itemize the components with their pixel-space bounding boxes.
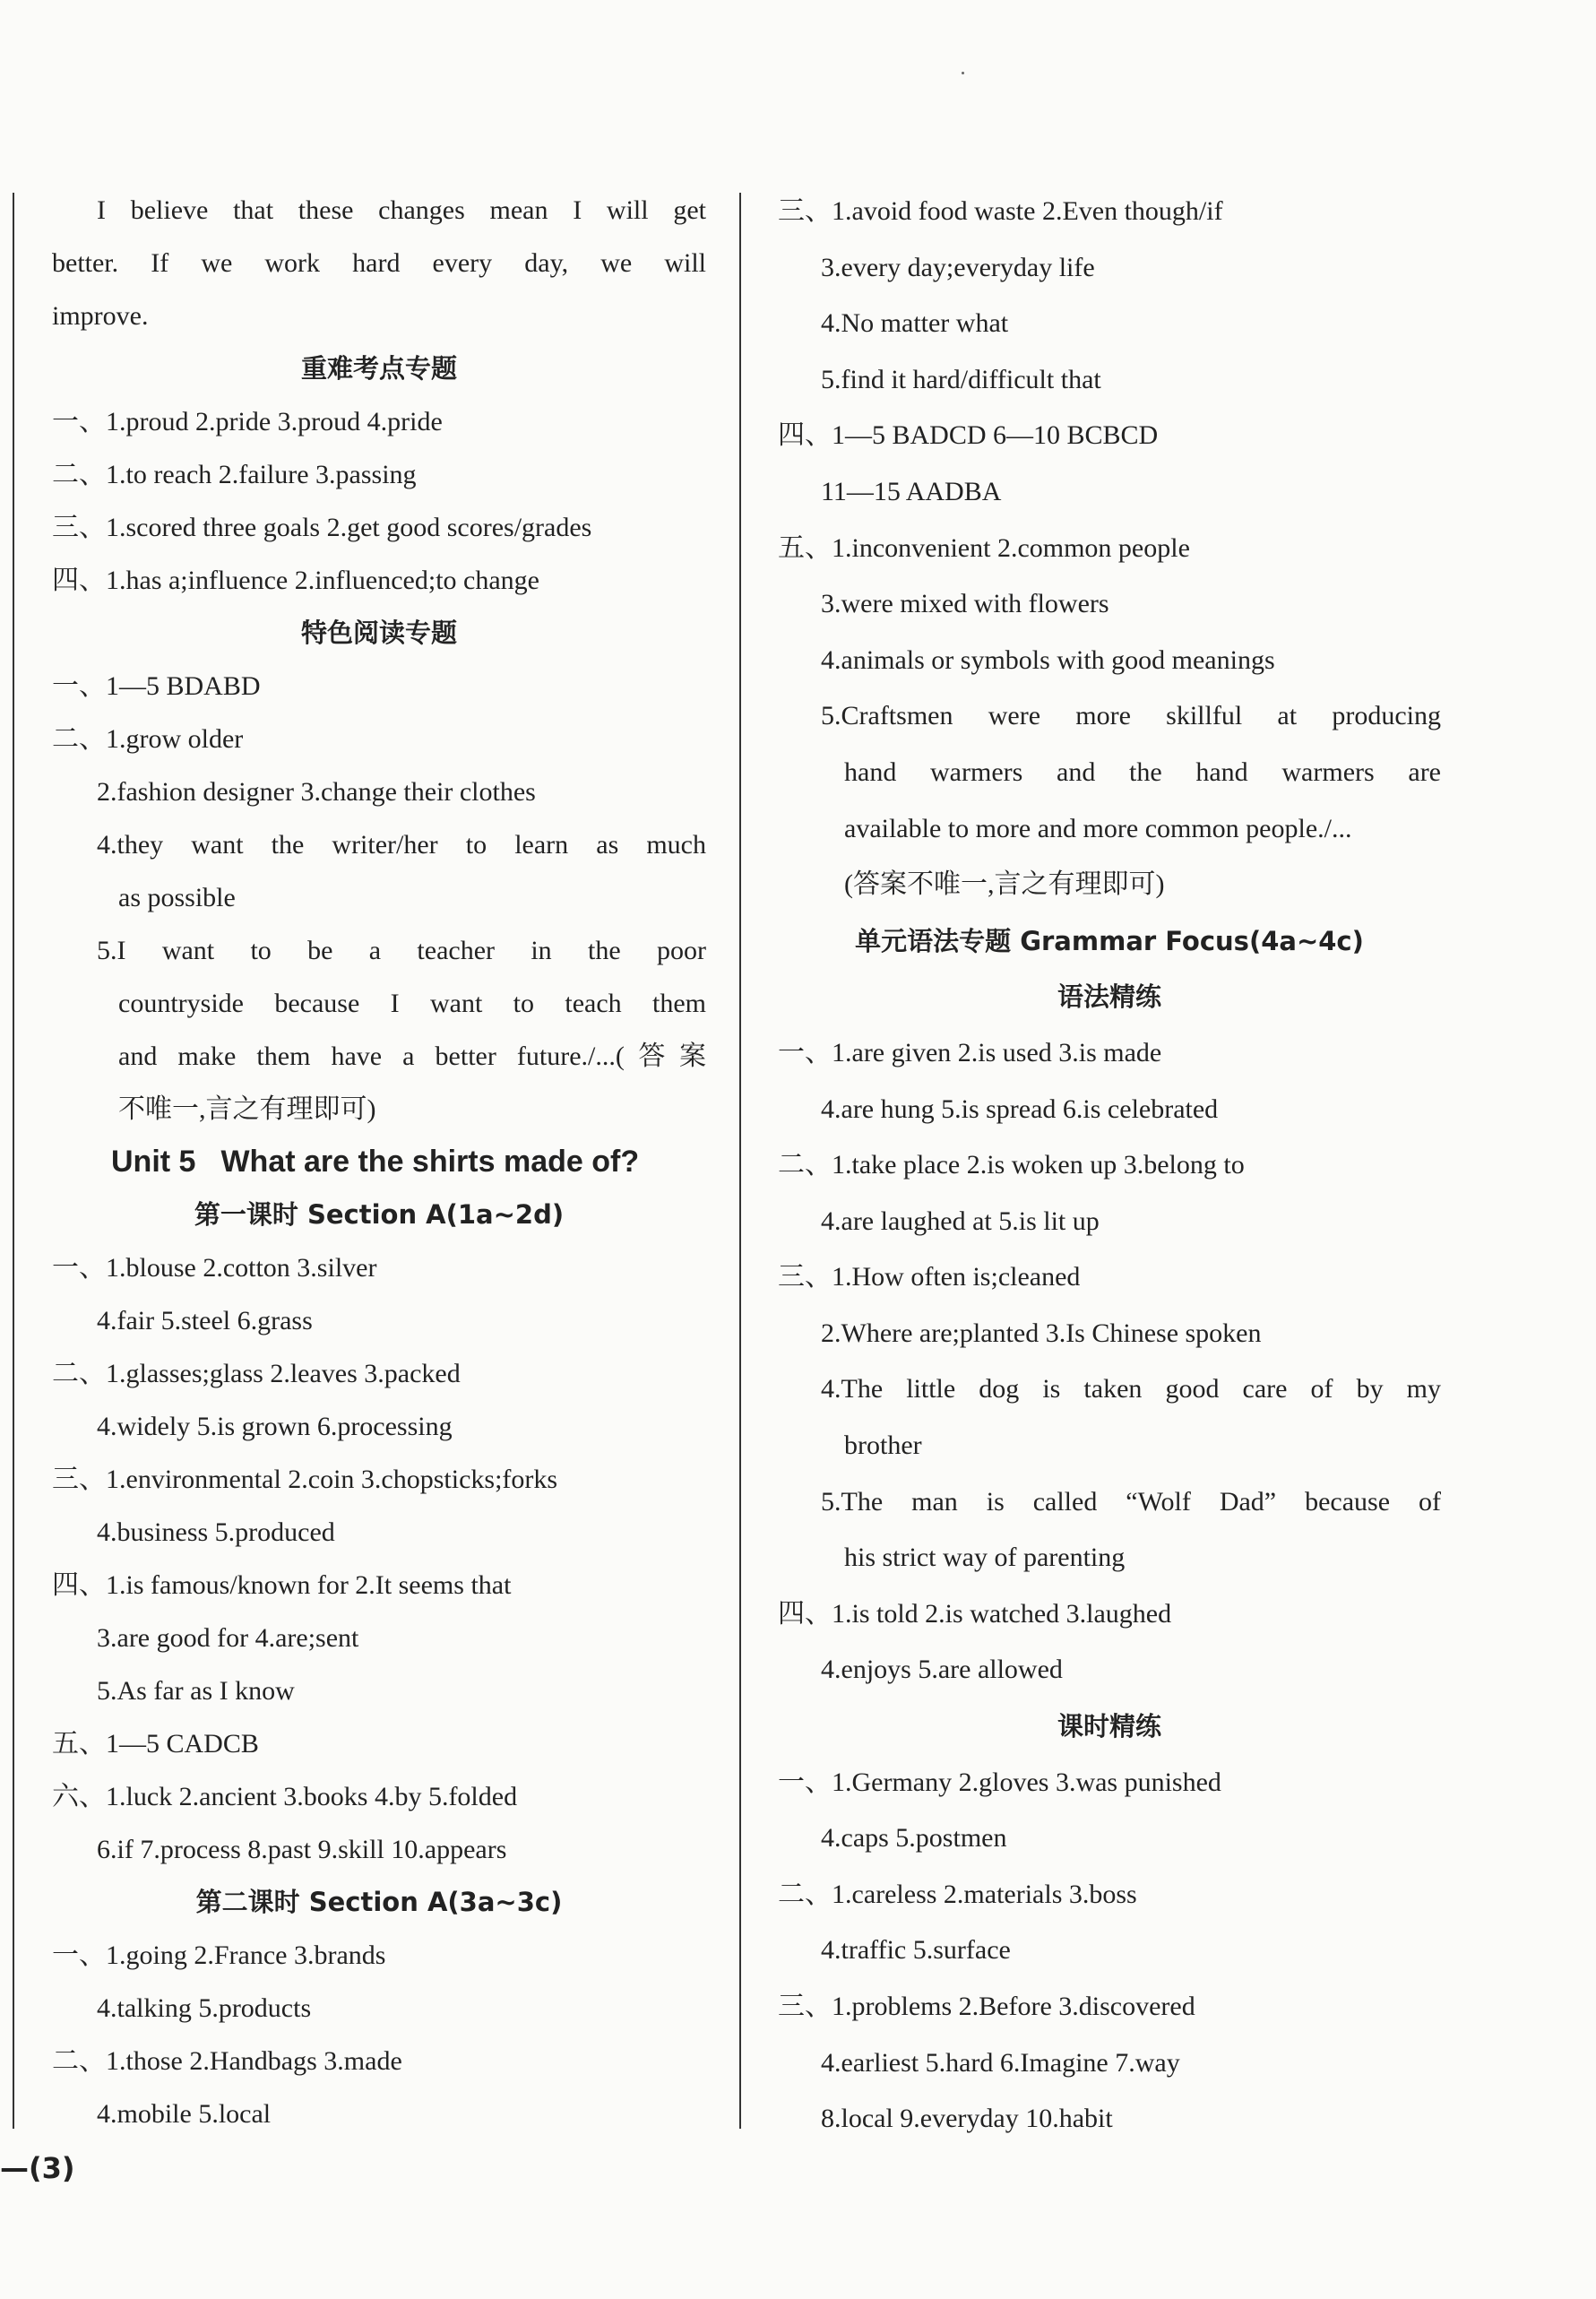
answer-line: 三、1.How often is;cleaned (778, 1262, 1081, 1292)
answer-line: 4.fair 5.steel 6.grass (97, 1306, 313, 1335)
answer-line: 一、1.proud 2.pride 3.proud 4.pride (52, 407, 443, 436)
left-margin-rule (13, 193, 14, 2129)
answer-line: 4.No matter what (821, 308, 1009, 339)
answer-line: 4.animals or symbols with good meanings (821, 644, 1275, 675)
answer-line: 三、1.avoid food waste 2.Even though/if (778, 196, 1223, 226)
section-heading: 语法精练 (1057, 981, 1161, 1013)
section-heading: 课时精练 (1057, 1711, 1161, 1742)
answer-line: 4.business 5.produced (97, 1517, 335, 1547)
answer-line: 二、1.those 2.Handbags 3.made (52, 2046, 402, 2076)
answer-line: 3.were mixed with flowers (821, 589, 1109, 619)
answer-line: 5.As far as I know (97, 1676, 295, 1706)
left-column (52, 184, 706, 2140)
answer-line: 2.fashion designer 3.change their clothes (97, 777, 536, 807)
answer-line: 4.widely 5.is grown 6.processing (97, 1412, 453, 1441)
answer-line: countryside because I want to teach them (118, 989, 706, 1018)
answer-line: 四、1.has a;influence 2.influenced;to change (52, 566, 539, 595)
unit-question: What are the shirts made of? (220, 1145, 640, 1179)
answer-line: 3.are good for 4.are;sent (97, 1623, 359, 1653)
answer-line: 一、1.Germany 2.gloves 3.was punished (778, 1767, 1221, 1797)
answer-line: 4.are laughed at 5.is lit up (821, 1206, 1100, 1236)
answer-line: 六、1.luck 2.ancient 3.books 4.by 5.folded (52, 1782, 518, 1811)
answer-line: 二、1.grow older (52, 724, 244, 754)
answer-line: brother (844, 1430, 922, 1461)
answer-line: available to more and more common people./... (844, 813, 1352, 843)
answer-line: 四、1.is famous/known for 2.It seems that (52, 1570, 512, 1600)
answer-line: 二、1.to reach 2.failure 3.passing (52, 460, 417, 489)
right-column (778, 184, 1441, 2148)
answer-line: 8.local 9.everyday 10.habit (821, 2104, 1113, 2134)
answer-line: 4.traffic 5.surface (821, 1935, 1011, 1966)
section-heading: 第二课时 Section A(3a~3c) (195, 1887, 563, 1917)
answer-line: 5.find it hard/difficult that (821, 364, 1101, 394)
section-heading: 第一课时 Section A(1a~2d) (194, 1199, 565, 1230)
answer-line: 四、1—5 BADCD 6—10 BCBCD (778, 420, 1159, 451)
answer-line: 4.talking 5.products (97, 1993, 312, 2023)
answer-line: 4.The little dog is taken good care of by my (821, 1374, 1441, 1404)
answer-line: 二、1.careless 2.materials 3.boss (778, 1879, 1137, 1909)
scan-speck (962, 72, 964, 74)
answer-line: I believe that these changes mean I will get (97, 195, 706, 225)
answer-line: his strict way of parenting (844, 1543, 1126, 1573)
answer-line: as possible (118, 883, 236, 912)
answer-line: 五、1—5 CADCB (52, 1729, 259, 1759)
answer-line: and make them have a better future./...(答案 (118, 1041, 706, 1071)
answer-line: 11—15 AADBA (821, 476, 1002, 506)
answer-line: 6.if 7.process 8.past 9.skill 10.appears (97, 1835, 507, 1864)
answer-line: 一、1.blouse 2.cotton 3.silver (52, 1253, 377, 1283)
section-heading: 特色阅读专题 (300, 618, 457, 648)
column-divider (739, 193, 741, 2129)
answer-line: 4.enjoys 5.are allowed (821, 1655, 1063, 1685)
answer-line: 四、1.is told 2.is watched 3.laughed (778, 1598, 1172, 1629)
answer-line: (答案不唯一,言之有理即可) (844, 869, 1165, 900)
answer-line: 三、1.problems 2.Before 3.discovered (778, 1992, 1195, 2021)
answer-line: 2.Where are;planted 3.Is Chinese spoken (821, 1318, 1262, 1348)
answer-line: 不唯一,言之有理即可) (118, 1094, 376, 1124)
answer-line: better. If we work hard every day, we will (52, 248, 706, 278)
unit-number: Unit 5 (111, 1145, 196, 1179)
answer-line: 三、1.environmental 2.coin 3.chopsticks;forks (52, 1465, 558, 1494)
page-number: —(3) (0, 2151, 75, 2185)
answer-line: 5.The man is called “Wolf Dad” because of (821, 1486, 1441, 1517)
unit-title (52, 1136, 706, 1188)
answer-line: 4.they want the writer/her to learn as much (97, 830, 706, 860)
answer-line: 5.Craftsmen were more skillful at producing (821, 701, 1441, 731)
answer-line: 5.I want to be a teacher in the poor (97, 936, 706, 965)
answer-line: 4.are hung 5.is spread 6.is celebrated (821, 1093, 1219, 1124)
answer-line: 一、1.going 2.France 3.brands (52, 1940, 386, 1970)
answer-line: hand warmers and the hand warmers are (844, 756, 1441, 787)
answer-line: 二、1.take place 2.is woken up 3.belong to (778, 1150, 1245, 1180)
answer-line: 3.every day;everyday life (821, 252, 1095, 282)
section-heading: 单元语法专题 Grammar Focus(4a~4c) (855, 925, 1364, 956)
section-heading: 重难考点专题 (300, 353, 457, 384)
answer-line: 4.caps 5.postmen (821, 1823, 1007, 1854)
answer-line: 一、1—5 BDABD (52, 671, 261, 701)
answer-line: 二、1.glasses;glass 2.leaves 3.packed (52, 1359, 461, 1388)
answer-line: 三、1.scored three goals 2.get good scores/grades (52, 513, 592, 542)
answer-line: 五、1.inconvenient 2.common people (778, 532, 1190, 563)
answer-line: 4.mobile 5.local (97, 2099, 272, 2129)
answer-line: 一、1.are given 2.is used 3.is made (778, 1037, 1162, 1067)
answer-line: improve. (52, 301, 149, 331)
answer-line: 4.earliest 5.hard 6.Imagine 7.way (821, 2047, 1180, 2078)
